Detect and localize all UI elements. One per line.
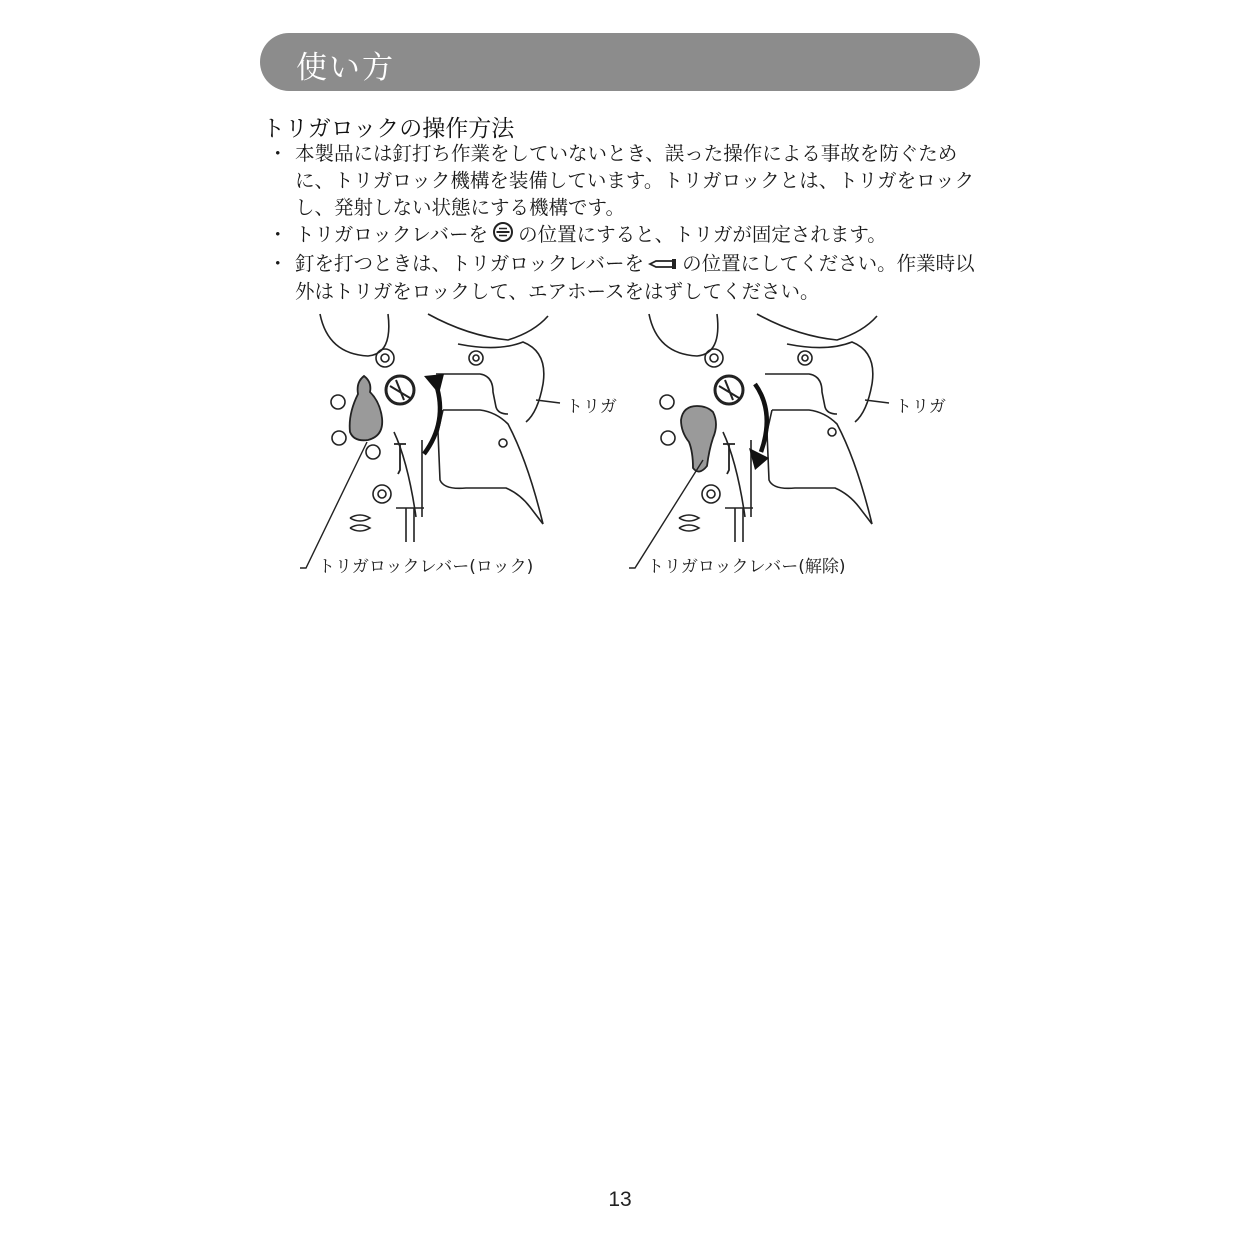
- section-header-title: 使い方: [296, 50, 395, 86]
- bullet-item: [262, 140, 984, 221]
- trigger-label: トリガ: [566, 397, 617, 417]
- bullet-text: の位置にすると、トリガが固定されます。: [518, 223, 887, 246]
- section-title: トリガロックの操作方法: [262, 116, 515, 142]
- bullet-mark: ・: [268, 252, 288, 275]
- bullet-mark: ・: [268, 223, 288, 246]
- rotation-arrow: [755, 384, 767, 452]
- page-number: 13: [608, 1188, 632, 1211]
- trigger-label: トリガ: [895, 397, 946, 417]
- nailer-diagram-released: [627, 312, 947, 592]
- section-header-bar: [260, 33, 980, 91]
- bullet-text: 釘を打つときは、トリガロックレバーを: [295, 252, 645, 275]
- lever-label-released: トリガロックレバー(解除): [647, 557, 846, 577]
- bullet-list: [262, 140, 984, 305]
- nailer-diagram-locked: [298, 312, 618, 592]
- figure-lever-locked: [298, 312, 618, 596]
- trigger-lock-lever: [681, 406, 716, 472]
- figure-lever-released: [627, 312, 947, 596]
- bullet-text: 本製品には釘打ち作業をしていないとき、誤った操作による事故を防ぐために、トリガロック機構を装備しています。トリガロックとは、トリガをロックし、発射しない状態にする機構です。: [295, 142, 975, 219]
- lock-symbol-dial: [386, 376, 414, 404]
- nail-symbol-icon: [648, 251, 678, 278]
- lock-symbol-icon: [492, 221, 514, 250]
- trigger-lock-lever: [350, 376, 383, 440]
- lock-symbol-dial: [715, 376, 743, 404]
- lever-label-locked: トリガロックレバー(ロック): [318, 557, 534, 577]
- bullet-item: [262, 250, 984, 305]
- bullet-text: トリガロックレバーを: [295, 223, 489, 246]
- bullet-item: [262, 221, 984, 250]
- bullet-text: の位置にしてください。作業時以外はトリガをロックして、エアホースをはずしてください。: [295, 252, 975, 303]
- bullet-mark: ・: [268, 142, 288, 165]
- rotation-arrow: [424, 384, 440, 454]
